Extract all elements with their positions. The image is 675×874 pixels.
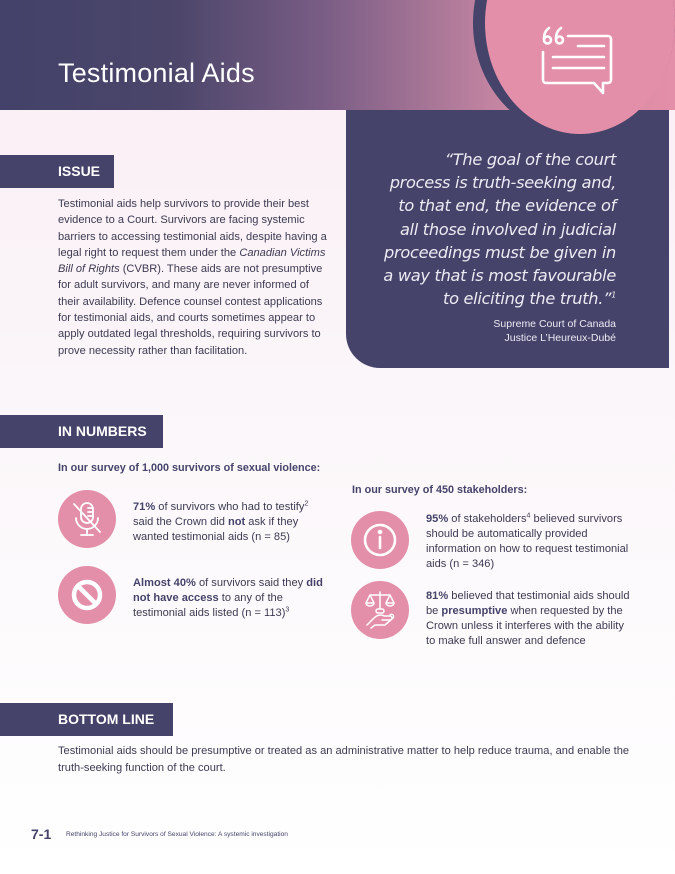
stat-text-part: said the Crown did <box>133 516 228 528</box>
info-icon <box>351 511 409 569</box>
stat-survivors-71 <box>133 500 328 545</box>
footer-document-title: Rethinking Justice for Survivors of Sexual Violence: A systemic investigation <box>66 831 288 838</box>
stat-text-part: of stakeholders <box>448 513 527 525</box>
section-label-issue: ISSUE <box>0 155 114 188</box>
stat-icon-circle <box>58 490 116 548</box>
stat-text-part: of survivors said they <box>195 577 307 589</box>
quote-line: a way that is most favourable <box>383 266 616 286</box>
issue-text-italic: Canadian Victims Bill of Rights <box>58 246 326 276</box>
stat-text-part: ask if they wanted testimonial aids (n = 85) <box>133 516 299 543</box>
stat-text-part: believed that testimonial aids should be <box>426 590 630 617</box>
stat-value: 81% <box>426 590 449 602</box>
quote-line-last <box>360 287 616 310</box>
stat-emphasis: did not have access <box>133 577 323 604</box>
footnote-marker: 3 <box>285 606 290 614</box>
scales-of-justice-hand-icon <box>351 581 409 639</box>
prohibited-icon <box>58 566 116 624</box>
footnote-marker: 2 <box>304 500 309 508</box>
quote-line: to that end, the evidence of <box>398 196 616 216</box>
stat-text-part: to any of the testimonial aids listed (n = 113) <box>133 592 286 619</box>
attribution-court: Supreme Court of Canada <box>493 318 616 330</box>
stat-text-part: believed survivors should be automatically provided information on how to request testimonial aids (n = 346) <box>426 513 629 570</box>
pull-quote <box>360 148 616 310</box>
footnote-marker: 4 <box>526 512 531 520</box>
stat-icon-circle <box>58 566 116 624</box>
stat-emphasis: presumptive <box>441 605 508 617</box>
muted-microphone-icon <box>58 490 116 548</box>
stat-survivors-40 <box>133 576 328 621</box>
page-title: Testimonial Aids <box>58 58 255 88</box>
stat-value: 71% <box>133 501 156 513</box>
stat-stakeholders-81 <box>426 589 636 649</box>
quote-line: process is truth-seeking and, <box>389 173 616 193</box>
stat-stakeholders-95 <box>426 512 636 572</box>
stat-value: 95% <box>426 513 449 525</box>
issue-text <box>58 196 333 359</box>
stat-icon-circle <box>351 511 409 569</box>
quote-line: all those involved in judicial <box>399 219 616 239</box>
page-number: 7-1 <box>31 826 52 842</box>
stat-value: Almost 40% <box>133 577 196 589</box>
stat-text-part: when requested by the Crown unless it interferes with the ability to make full answer and defence <box>426 605 624 647</box>
section-label-bottom-line: BOTTOM LINE <box>0 703 173 736</box>
issue-text-part: (CVBR). These aids are not presumptive for adult survivors, and many are never informed of their availability. Defence counsel contest applications for testimonial aids, and courts sometimes appear to apply outdated legal thresholds, requiring survivors to prove necessity rather than facilitation. <box>58 263 323 357</box>
stat-emphasis: not <box>227 516 246 528</box>
stat-text-part: of survivors who had to testify <box>155 501 305 513</box>
quote-line: “The goal of the court <box>444 150 616 169</box>
quote-line: to eliciting the truth.” <box>443 289 612 309</box>
bottom-line-text: Testimonial aids should be presumptive or treated as an administrative matter to help reduce trauma, and enable the truth-seeking function of the court. <box>58 745 630 774</box>
attribution-justice: Justice L’Heureux-Dubé <box>504 331 616 344</box>
issue-text-part: Testimonial aids help survivors to provide their best evidence to a Court. Survivors are facing systemic barriers to accessing testimonial aids, despite having a legal right to request them under the <box>58 198 327 259</box>
footnote-marker: 1 <box>611 290 616 300</box>
quote-attribution <box>400 318 616 345</box>
quote-line: proceedings must be given in <box>384 242 616 262</box>
quote-speech-bubble-icon <box>536 22 616 96</box>
stat-icon-circle <box>351 581 409 639</box>
section-label-in-numbers: IN NUMBERS <box>0 415 163 448</box>
survivors-survey-heading: In our survey of 1,000 survivors of sexual violence: <box>58 462 321 474</box>
stakeholders-survey-heading: In our survey of 450 stakeholders: <box>352 484 528 496</box>
